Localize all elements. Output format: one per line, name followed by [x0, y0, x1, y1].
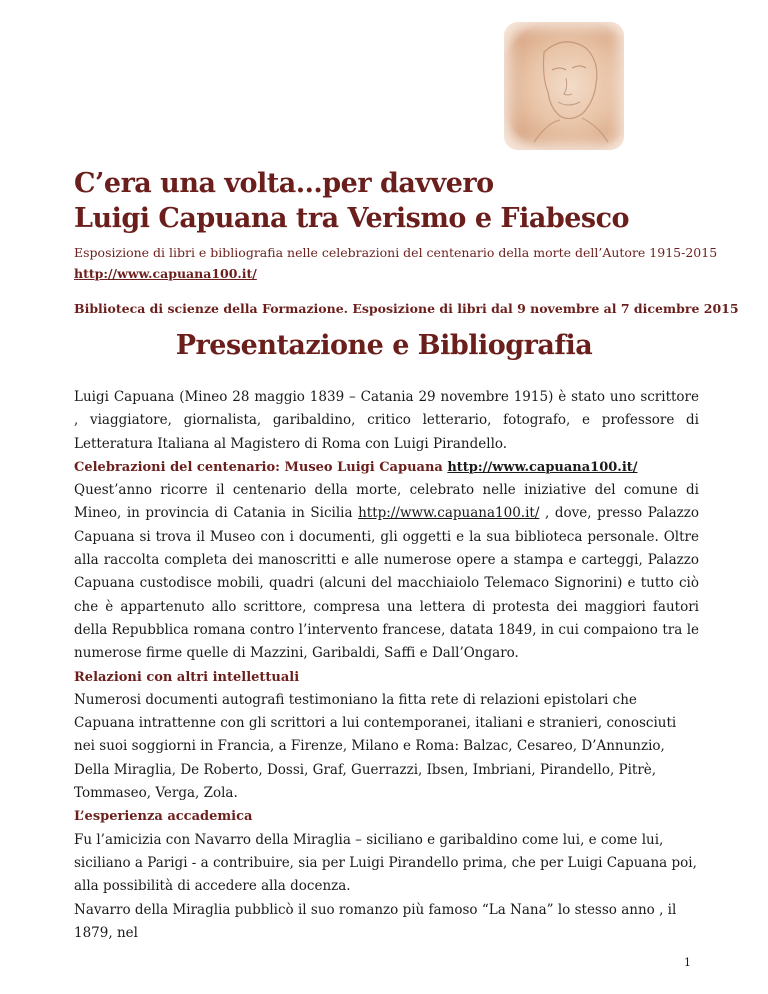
heading-esperienza: L’esperienza accademica [74, 809, 253, 825]
paragraph-museum-start: Quest’anno ricorre il centenario della morte, celebrato nelle iniziative del comune di Mineo, in provincia di Catania in Sicilia [74, 482, 699, 522]
paragraph-museum-end: , dove, presso Palazzo Capuana si trova il Museo con i documenti, gli oggetti e la sua biblioteca personale. Oltre alla raccolta completa dei manoscritti e alle numerose opere a stampa e carteggi, Palazzo Capuana custodisce mobili, quadri (alcuni del macchiaiolo Telemaco Signorini) e tutto ciò che è appartenuto allo scrittore, compresa una lettera di protesta dei maggiori fautori della Repubblica romana contro l’intervento francese, datata 1849, in cui compaiono tra le numerose firme quelle di Mazzini, Garibaldi, Saffi e Dall’Ongaro. [74, 505, 699, 662]
title-line-1: C’era una volta…per davvero [74, 168, 494, 199]
subtitle: Esposizione di libri e bibliografia nelle celebrazioni del centenario della morte dell’Autore 1915-2015 [74, 245, 718, 260]
paragraph-relazioni: Numerosi documenti autografi testimoniano la fitta rete di relazioni epistolari che Capuana intrattenne con gli scrittori a lui contemporanei, italiani e stranieri, conosciuti nei suoi soggiorni in Francia, a Firenze, Milano e Roma: Balzac, Cesareo, D’Annunzio, Della Miraglia, De Roberto, Dossi, Graf, Guerrazzi, Ibsen, Imbriani, Pirandello, Pitrè, Tommaseo, Verga, Zola. [74, 691, 677, 802]
portrait-sketch-icon [504, 22, 624, 150]
museum-link[interactable]: http://www.capuana100.it/ [358, 505, 540, 522]
paragraph-museum [74, 479, 699, 665]
heading-celebrazioni [74, 456, 699, 479]
heading-relazioni: Relazioni con altri intellettuali [74, 669, 300, 685]
paragraph-navarro: Navarro della Miraglia pubblicò il suo romanzo più famoso “La Nana” lo stesso anno , il 1879, nel [74, 901, 677, 941]
title-line-2: Luigi Capuana tra Verismo e Fiabesco [74, 203, 630, 234]
body-text [74, 386, 699, 945]
heading-celebrazioni-label: Celebrazioni del centenario: Museo Luigi Capuana [74, 459, 448, 475]
exhibition-note: Biblioteca di scienze della Formazione. Esposizione di libri dal 9 novembre al 7 dicembre 2015 [74, 301, 739, 316]
section-title: Presentazione e Bibliografia [175, 330, 593, 361]
subtitle-link[interactable]: http://www.capuana100.it/ [74, 266, 257, 281]
author-portrait [504, 22, 624, 150]
paragraph-esperienza: Fu l’amicizia con Navarro della Miraglia – siciliano e garibaldino come lui, e come lui, siciliano a Parigi - a contribuire, sia per Luigi Pirandello prima, che per Luigi Capuana poi, alla possibilità di accedere alla docenza. [74, 831, 697, 895]
paragraph-intro: Luigi Capuana (Mineo 28 maggio 1839 – Catania 29 novembre 1915) è stato uno scrittore , viaggiatore, giornalista, garibaldino, critico letterario, fotografo, e professore di Letteratura Italiana al Magistero di Roma con Luigi Pirandello. [74, 389, 699, 452]
page-number: 1 [684, 956, 691, 969]
celebrazioni-link[interactable]: http://www.capuana100.it/ [447, 459, 638, 475]
